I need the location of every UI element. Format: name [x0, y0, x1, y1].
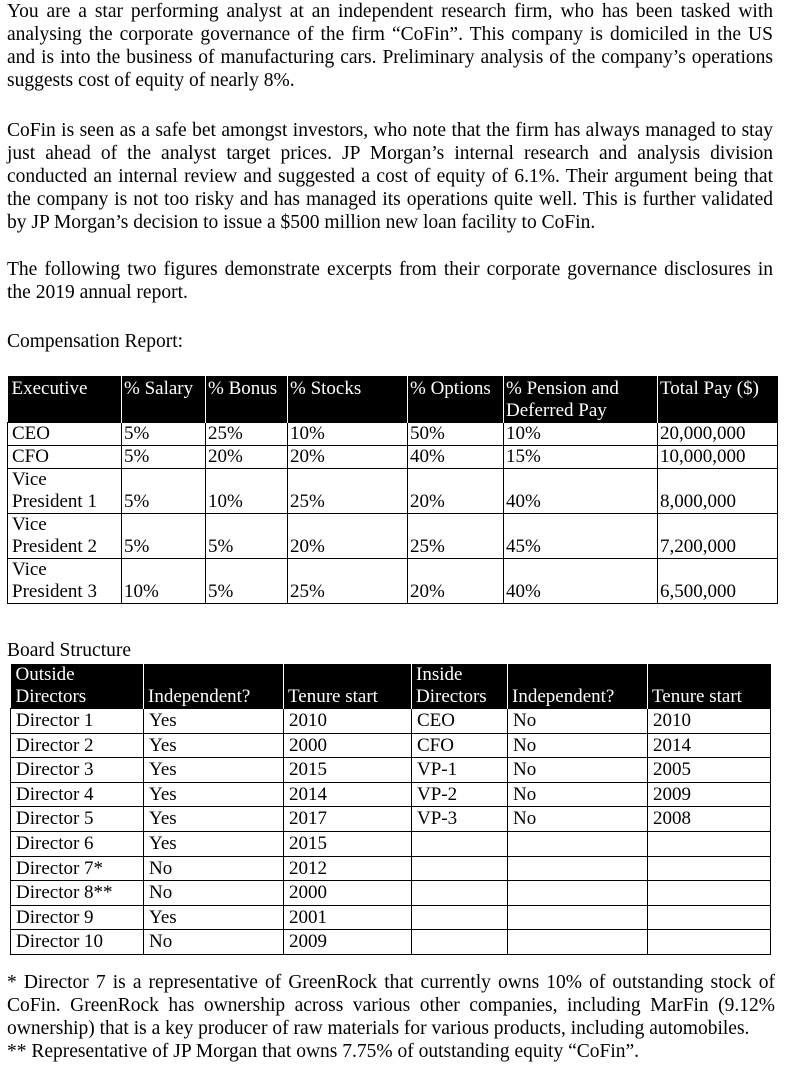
outside-independent-cell: Yes: [144, 709, 284, 734]
inside-independent-cell: [508, 881, 648, 906]
inside-director-cell: VP-1: [412, 758, 508, 783]
board-row: [11, 782, 771, 807]
inside-director-cell: [412, 930, 508, 955]
stocks-cell: 25%: [288, 469, 408, 514]
outside-director-cell: Director 10: [11, 930, 144, 955]
board-row: [11, 758, 771, 783]
inside-independent-cell: No: [508, 807, 648, 832]
total-pay-cell: 6,500,000: [658, 559, 778, 604]
inside-director-cell: [412, 905, 508, 930]
board-row: [11, 905, 771, 930]
outside-tenure-cell: 2012: [284, 856, 412, 881]
outside-tenure-cell: 2009: [284, 930, 412, 955]
col-header-inside-tenure: Tenure start: [648, 664, 771, 709]
outside-independent-cell: Yes: [144, 733, 284, 758]
col-header-total-pay: Total Pay ($): [658, 376, 778, 423]
board-row: [11, 856, 771, 881]
outside-tenure-cell: 2014: [284, 782, 412, 807]
inside-director-cell: [412, 856, 508, 881]
board-row: [11, 709, 771, 734]
pension-cell: 10%: [504, 423, 658, 446]
inside-tenure-cell: 2005: [648, 758, 771, 783]
bonus-cell: 5%: [206, 514, 288, 559]
compensation-row: [8, 446, 778, 469]
col-header-inside-directors: Inside Directors: [412, 664, 508, 709]
board-row: [11, 733, 771, 758]
inside-independent-cell: [508, 831, 648, 856]
inside-tenure-cell: 2008: [648, 807, 771, 832]
board-structure-table: [10, 664, 771, 955]
salary-cell: 10%: [122, 559, 206, 604]
inside-tenure-cell: [648, 831, 771, 856]
bonus-cell: 25%: [206, 423, 288, 446]
inside-independent-cell: [508, 930, 648, 955]
footnote-director-7: * Director 7 is a representative of GreenRock that currently owns 10% of outstanding stock of CoFin. GreenRock has ownership across various other companies, including MarFin (9.12% ownership) that is a key producer of raw materials for various products, including automobiles.: [7, 972, 775, 1039]
outside-director-cell: Director 6: [11, 831, 144, 856]
compensation-row: [8, 514, 778, 559]
salary-cell: 5%: [122, 514, 206, 559]
outside-tenure-cell: 2001: [284, 905, 412, 930]
options-cell: 40%: [408, 446, 504, 469]
options-cell: 20%: [408, 469, 504, 514]
board-table-body: [11, 709, 771, 955]
outside-independent-cell: Yes: [144, 831, 284, 856]
intro-paragraph-1: You are a star performing analyst at an independent research firm, who has been tasked with analysing the corporate governance of the firm “CoFin”. This company is domiciled in the US and is into the business of manufacturing cars. Preliminary analysis of the company’s operations suggests cost of equity of nearly 8%.: [7, 1, 773, 91]
inside-independent-cell: No: [508, 733, 648, 758]
executive-cell: CEO: [8, 423, 122, 446]
compensation-row: [8, 469, 778, 514]
board-row: [11, 930, 771, 955]
stocks-cell: 25%: [288, 559, 408, 604]
salary-cell: 5%: [122, 446, 206, 469]
stocks-cell: 20%: [288, 446, 408, 469]
outside-independent-cell: No: [144, 856, 284, 881]
footnote-director-8: ** Representative of JP Morgan that owns 7.75% of outstanding equity “CoFin”.: [7, 1041, 640, 1062]
salary-cell: 5%: [122, 469, 206, 514]
total-pay-cell: 8,000,000: [658, 469, 778, 514]
inside-tenure-cell: [648, 881, 771, 906]
compensation-row: [8, 423, 778, 446]
pension-cell: 40%: [504, 559, 658, 604]
stocks-cell: 20%: [288, 514, 408, 559]
outside-tenure-cell: 2017: [284, 807, 412, 832]
outside-independent-cell: No: [144, 930, 284, 955]
outside-independent-cell: Yes: [144, 807, 284, 832]
compensation-header-row: [8, 376, 778, 423]
outside-director-cell: Director 9: [11, 905, 144, 930]
outside-independent-cell: Yes: [144, 782, 284, 807]
inside-director-cell: CFO: [412, 733, 508, 758]
inside-independent-cell: No: [508, 709, 648, 734]
outside-director-cell: Director 3: [11, 758, 144, 783]
inside-director-cell: [412, 831, 508, 856]
col-header-outside-tenure: Tenure start: [284, 664, 412, 709]
pension-cell: 40%: [504, 469, 658, 514]
footnotes: [7, 971, 775, 1063]
options-cell: 25%: [408, 514, 504, 559]
board-row: [11, 881, 771, 906]
board-header-row: [11, 664, 771, 709]
inside-tenure-cell: 2010: [648, 709, 771, 734]
inside-tenure-cell: 2014: [648, 733, 771, 758]
executive-cell: Vice President 3: [8, 559, 122, 604]
outside-director-cell: Director 5: [11, 807, 144, 832]
options-cell: 20%: [408, 559, 504, 604]
executive-cell: Vice President 2: [8, 514, 122, 559]
intro-paragraph-2: CoFin is seen as a safe bet amongst investors, who note that the firm has always managed to stay just ahead of the analyst target prices. JP Morgan’s internal research and analysis division conducted an internal review and suggested a cost of equity of 6.1%. Their argument being that the company is not too risky and has managed its operations quite well. This is further validated by JP Morgan’s decision to issue a $500 million new loan facility to CoFin.: [7, 120, 773, 233]
total-pay-cell: 7,200,000: [658, 514, 778, 559]
total-pay-cell: 10,000,000: [658, 446, 778, 469]
inside-director-cell: [412, 881, 508, 906]
inside-director-cell: VP-3: [412, 807, 508, 832]
compensation-report-label: Compensation Report:: [7, 331, 184, 352]
options-cell: 50%: [408, 423, 504, 446]
board-structure-label: Board Structure: [7, 640, 132, 661]
outside-tenure-cell: 2010: [284, 709, 412, 734]
compensation-row: [8, 559, 778, 604]
inside-independent-cell: [508, 856, 648, 881]
outside-independent-cell: Yes: [144, 758, 284, 783]
inside-independent-cell: No: [508, 782, 648, 807]
stocks-cell: 10%: [288, 423, 408, 446]
executive-cell: Vice President 1: [8, 469, 122, 514]
inside-director-cell: VP-2: [412, 782, 508, 807]
col-header-outside-independent: Independent?: [144, 664, 284, 709]
inside-tenure-cell: [648, 930, 771, 955]
col-header-stocks: % Stocks: [288, 376, 408, 423]
pension-cell: 15%: [504, 446, 658, 469]
col-header-pension: % Pension and Deferred Pay: [504, 376, 658, 423]
outside-independent-cell: Yes: [144, 905, 284, 930]
total-pay-cell: 20,000,000: [658, 423, 778, 446]
inside-tenure-cell: 2009: [648, 782, 771, 807]
inside-director-cell: CEO: [412, 709, 508, 734]
bonus-cell: 5%: [206, 559, 288, 604]
inside-tenure-cell: [648, 905, 771, 930]
outside-director-cell: Director 4: [11, 782, 144, 807]
intro-paragraph-3: The following two figures demonstrate excerpts from their corporate governance disclosures in the 2019 annual report.: [7, 259, 773, 303]
outside-tenure-cell: 2000: [284, 733, 412, 758]
bonus-cell: 20%: [206, 446, 288, 469]
col-header-inside-independent: Independent?: [508, 664, 648, 709]
inside-independent-cell: No: [508, 758, 648, 783]
bonus-cell: 10%: [206, 469, 288, 514]
col-header-bonus: % Bonus: [206, 376, 288, 423]
outside-director-cell: Director 8**: [11, 881, 144, 906]
salary-cell: 5%: [122, 423, 206, 446]
col-header-executive: Executive: [8, 376, 122, 423]
executive-cell: CFO: [8, 446, 122, 469]
outside-tenure-cell: 2015: [284, 758, 412, 783]
board-row: [11, 831, 771, 856]
outside-director-cell: Director 7*: [11, 856, 144, 881]
compensation-table: [7, 376, 778, 604]
outside-tenure-cell: 2000: [284, 881, 412, 906]
col-header-options: % Options: [408, 376, 504, 423]
col-header-outside-directors: Outside Directors: [11, 664, 144, 709]
outside-director-cell: Director 1: [11, 709, 144, 734]
inside-independent-cell: [508, 905, 648, 930]
outside-independent-cell: No: [144, 881, 284, 906]
outside-director-cell: Director 2: [11, 733, 144, 758]
col-header-salary: % Salary: [122, 376, 206, 423]
board-row: [11, 807, 771, 832]
inside-tenure-cell: [648, 856, 771, 881]
outside-tenure-cell: 2015: [284, 831, 412, 856]
pension-cell: 45%: [504, 514, 658, 559]
